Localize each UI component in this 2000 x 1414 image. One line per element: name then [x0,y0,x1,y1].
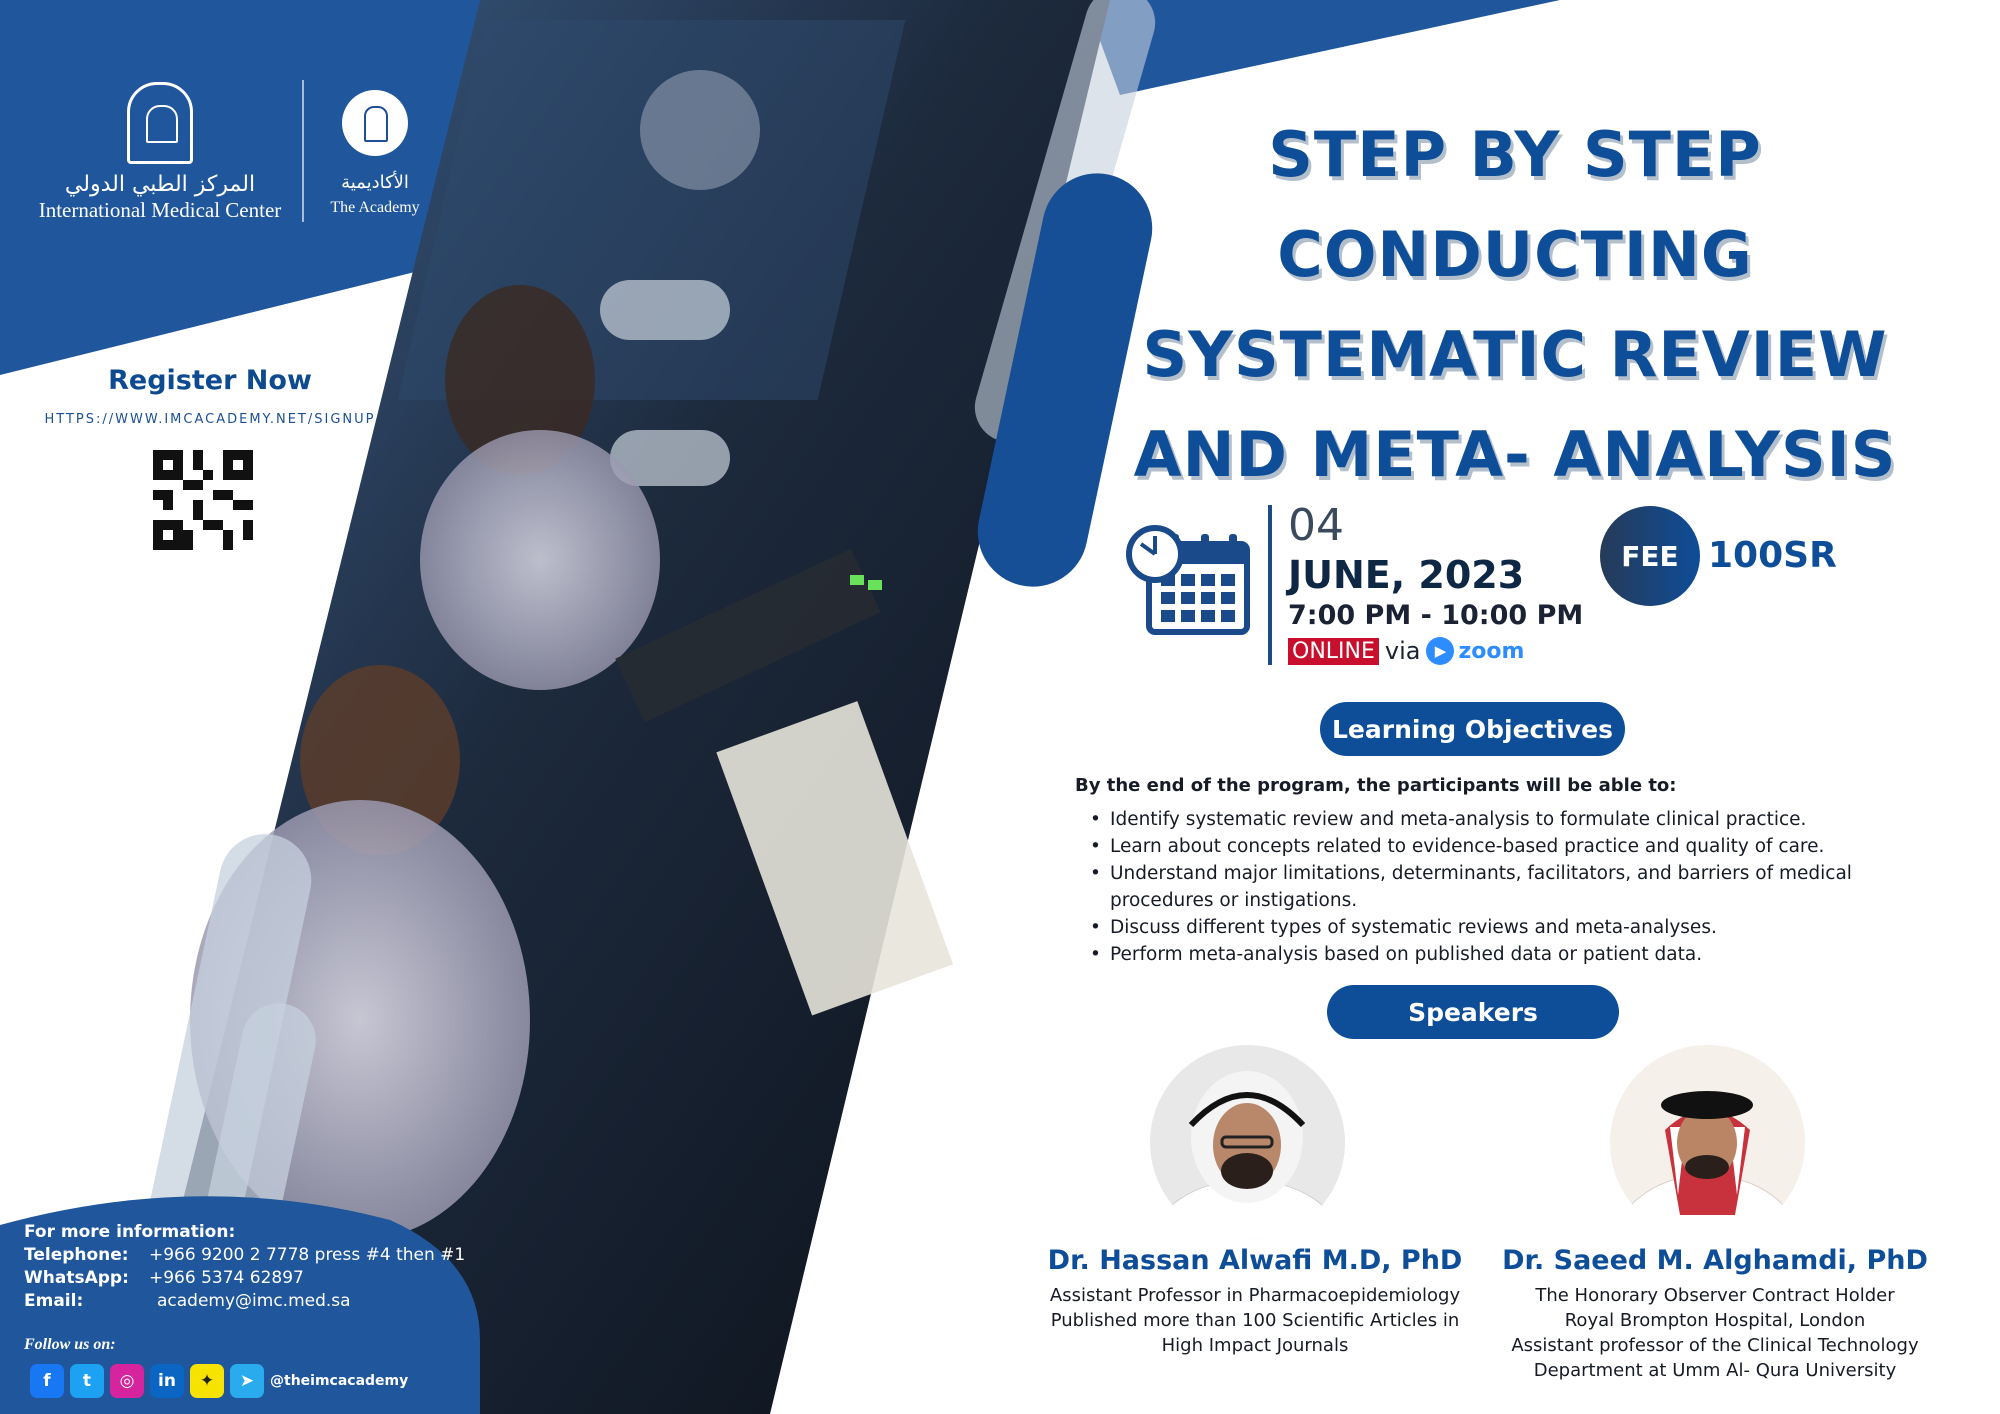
speaker-1-photo [1150,1045,1345,1240]
follow-us-label: Follow us on: [24,1336,116,1353]
speaker-1-bio-line: Published more than 100 Scientific Articles in [1050,1310,1460,1331]
objective-item: • Learn about concepts related to evidence-based practice and quality of care. [1088,833,1878,860]
objectives-list [1088,806,1878,968]
imc-english-name: International Medical Center [38,198,282,222]
event-location [1288,637,1524,665]
whatsapp-value[interactable]: +966 5374 62897 [149,1268,304,1288]
academy-logo-icon [342,90,408,156]
contact-heading: For more information: [24,1222,236,1242]
contact-info [24,1222,484,1311]
telegram-icon[interactable]: ➤ [230,1364,264,1398]
email-value[interactable]: academy@imc.med.sa [157,1291,351,1311]
fee-label: FEE [1621,539,1679,573]
social-handle[interactable]: @theimcacademy [270,1373,409,1389]
title-line-1: STEP BY STEP [1268,118,1762,191]
register-url-link[interactable]: HTTPS://WWW.IMCACADEMY.NET/SIGNUP [44,412,376,427]
social-links [30,1364,408,1398]
telephone-label: Telephone: [24,1245,129,1265]
linkedin-icon[interactable]: in [150,1364,184,1398]
speaker-2-bio [1490,1283,1940,1383]
objective-item: • Perform meta-analysis based on published data or patient data. [1088,941,1878,968]
speaker-1-bio [1030,1283,1480,1358]
speaker-2-bio-line: The Honorary Observer Contract Holder [1535,1285,1895,1306]
zoom-icon: ▶ [1426,637,1454,665]
objective-item: • Identify systematic review and meta-analysis to formulate clinical practice. [1088,806,1878,833]
qr-code[interactable] [153,450,253,550]
title-line-3: SYSTEMATIC REVIEW [1142,318,1888,391]
email-label: Email: [24,1291,84,1311]
objective-item: • Discuss different types of systematic reviews and meta-analyses. [1088,914,1878,941]
zoom-text: zoom [1458,638,1525,664]
date-divider [1268,505,1272,665]
speaker-1-bio-line: High Impact Journals [1161,1335,1349,1356]
event-day: 04 [1288,500,1344,551]
speaker-2-name: Dr. Saeed M. Alghamdi, PhD [1502,1245,1928,1276]
event-time: 7:00 PM - 10:00 PM [1288,600,1584,631]
twitter-icon[interactable]: t [70,1364,104,1398]
speakers-heading: Speakers [1327,985,1619,1039]
academy-english-name: The Academy [330,199,420,216]
top-right-blue-strip [1085,0,1560,95]
event-title [1100,105,1930,505]
imc-logo-icon [127,82,193,164]
objective-item: • Understand major limitations, determinants, facilitators, and barriers of medical procedures or instigations. [1088,860,1878,914]
via-text: via [1384,637,1421,665]
whatsapp-label: WhatsApp: [24,1268,129,1288]
facebook-icon[interactable]: f [30,1364,64,1398]
title-line-4: AND META- ANALYSIS [1133,418,1897,491]
speaker-2-bio-line: Department at Umm Al- Qura University [1533,1360,1897,1381]
instagram-icon[interactable]: ◎ [110,1364,144,1398]
event-month-year: JUNE, 2023 [1288,553,1525,597]
academy-logo [320,90,430,220]
qr-code-graphic [153,450,253,550]
imc-arabic-name: المركز الطبي الدولي [64,172,256,197]
telephone-value[interactable]: +966 9200 2 7778 press #4 then #1 [149,1245,466,1265]
zoom-logo [1426,637,1524,665]
academy-arabic-name: الأكاديمية [341,172,409,193]
imc-logo [30,82,290,222]
snapchat-icon[interactable]: ✦ [190,1364,224,1398]
speaker-1-name: Dr. Hassan Alwafi M.D, PhD [1047,1245,1463,1276]
objectives-intro: By the end of the program, the participants will be able to: [1075,775,1677,796]
speaker-2-bio-line: Royal Brompton Hospital, London [1564,1310,1866,1331]
register-now-link[interactable]: Register Now [108,365,312,396]
speaker-1-bio-line: Assistant Professor in Pharmacoepidemiology [1049,1285,1461,1306]
online-badge: ONLINE [1288,638,1379,665]
title-line-2: CONDUCTING [1277,218,1753,291]
calendar-icon [1125,522,1253,637]
speaker-2-photo [1610,1045,1805,1240]
learning-objectives-heading: Learning Objectives [1320,702,1625,756]
fee-amount: 100SR [1708,535,1837,576]
speaker-2-bio-line: Assistant professor of the Clinical Technology [1511,1335,1919,1356]
